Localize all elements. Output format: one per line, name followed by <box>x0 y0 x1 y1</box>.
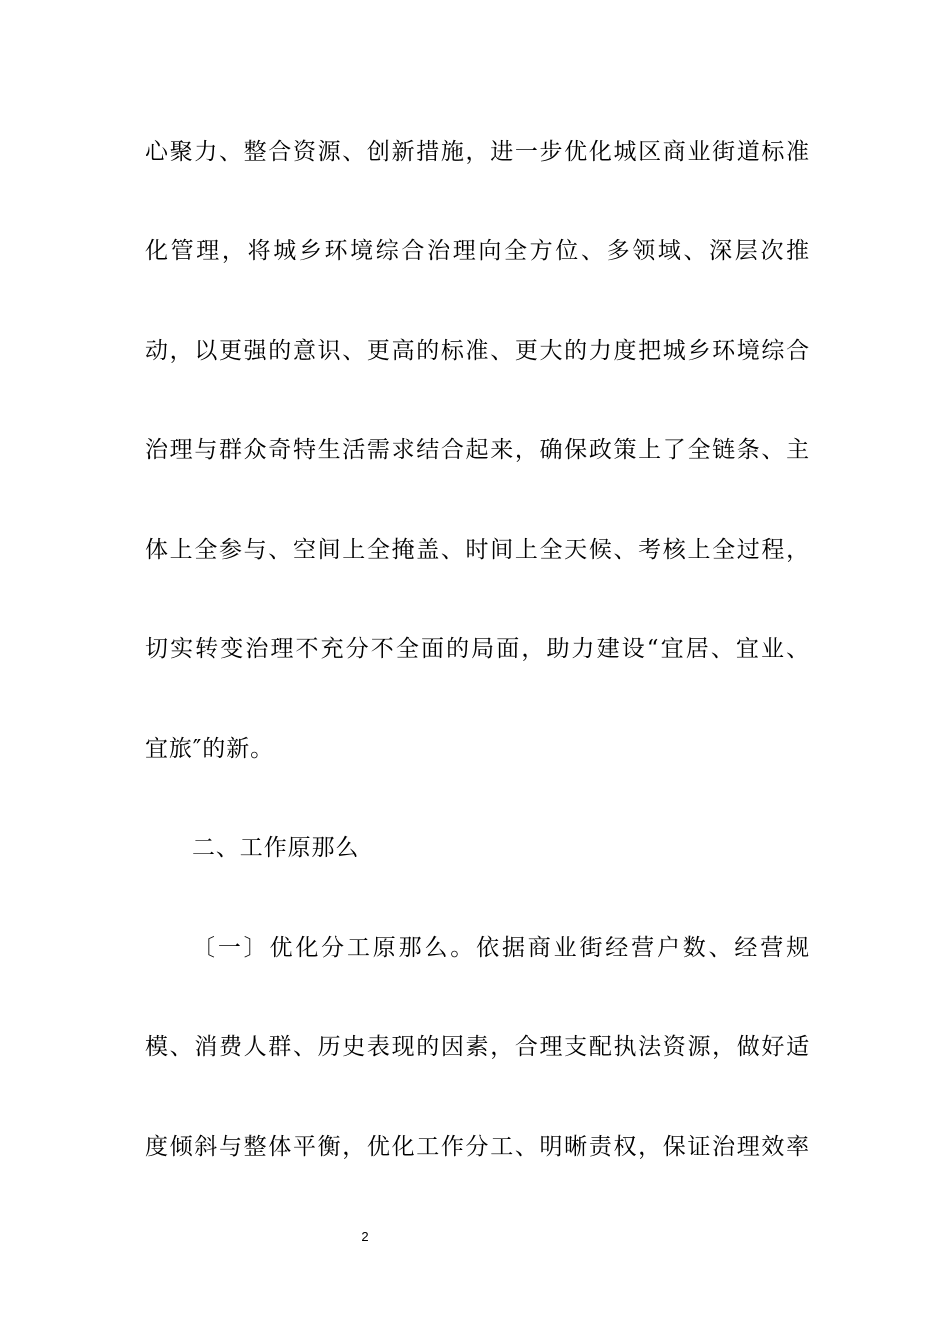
body-text-line: 度倾斜与整体平衡，优化工作分工、明晰责权，保证治理效率 <box>145 1134 810 1160</box>
body-text-line: 动，以更强的意识、更高的标准、更大的力度把城乡环境综合 <box>145 338 810 364</box>
body-text-line: 心聚力、整合资源、创新措施，进一步优化城区商业街道标准 <box>145 139 810 165</box>
section-heading: 二、工作原那么 <box>192 835 360 861</box>
body-text-line: 切实转变治理不充分不全面的局面，助力建设“宜居、宜业、 <box>145 636 810 662</box>
body-text-line: 体上全参与、空间上全掩盖、时间上全天候、考核上全过程， <box>145 537 810 563</box>
body-text-line: 宜旅″的新。 <box>145 736 274 762</box>
page-number: 2 <box>361 1229 369 1244</box>
body-text-line: 治理与群众奇特生活需求结合起来，确保政策上了全链条、主 <box>145 437 810 463</box>
body-text-line: 化管理，将城乡环境综合治理向全方位、多领域、深层次推 <box>145 238 810 264</box>
body-text-line: 模、消费人群、历史表现的因素，合理支配执法资源，做好适 <box>145 1034 810 1060</box>
body-text-line: 〔一〕优化分工原那么。依据商业街经营户数、经营规 <box>192 935 810 961</box>
